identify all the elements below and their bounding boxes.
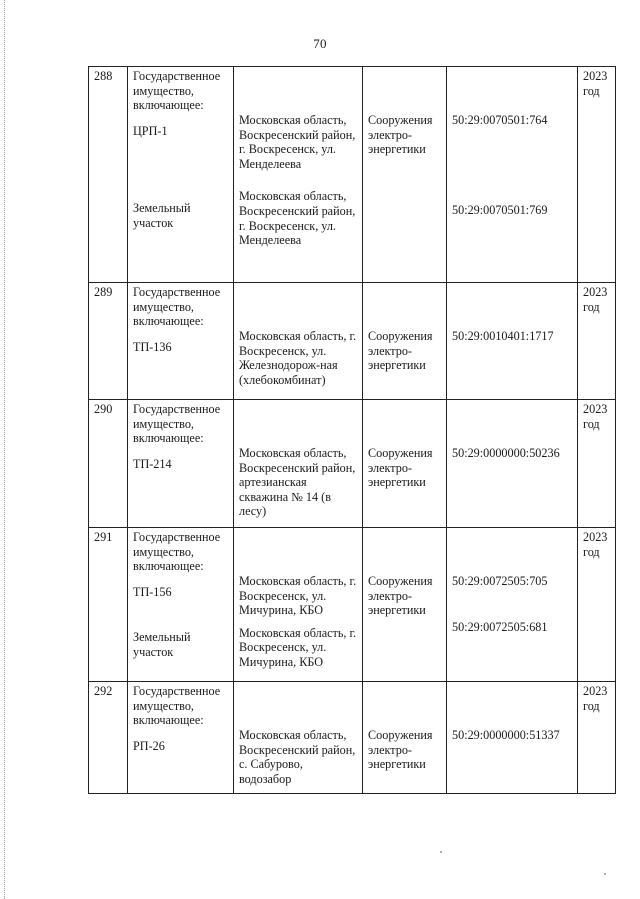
item-type: Сооружения электро-энергетики bbox=[368, 329, 433, 373]
group-header: Государственное имущество, включающее: bbox=[133, 285, 221, 329]
item-name: ТП-214 bbox=[133, 456, 172, 471]
item-type: Сооружения электро-энергетики bbox=[368, 113, 433, 157]
item-name: ЦРП-1 bbox=[133, 123, 168, 138]
name-cell bbox=[128, 528, 234, 682]
item-name: Земельный участок bbox=[133, 201, 191, 230]
item-cadastral: 50:29:0072505:681 bbox=[452, 619, 548, 634]
year-cell: 2023 год bbox=[578, 67, 616, 283]
page-number: 70 bbox=[313, 36, 327, 51]
table-row bbox=[89, 67, 616, 283]
year-cell: 2023 год bbox=[578, 528, 616, 682]
table-row bbox=[89, 400, 616, 528]
table-row bbox=[89, 283, 616, 400]
table-row bbox=[89, 528, 616, 682]
scan-speck bbox=[604, 873, 606, 875]
row-number: 290 bbox=[89, 400, 128, 528]
scan-speck bbox=[440, 851, 442, 853]
row-number: 288 bbox=[89, 67, 128, 283]
cadastral-cell bbox=[447, 528, 578, 682]
type-cell bbox=[363, 67, 447, 283]
type-cell bbox=[363, 283, 447, 400]
item-address: Московская область, Воскресенский район, артезианская скважина № 14 (в лесу) bbox=[239, 446, 356, 519]
name-cell bbox=[128, 400, 234, 528]
cadastral-cell bbox=[447, 400, 578, 528]
row-number: 289 bbox=[89, 283, 128, 400]
address-cell bbox=[234, 682, 363, 794]
name-cell bbox=[128, 682, 234, 794]
item-type: Сооружения электро-энергетики bbox=[368, 574, 433, 618]
item-address: Московская область, Воскресенский район, г. Воскресенск, ул. Менделеева bbox=[239, 189, 356, 248]
group-header: Государственное имущество, включающее: bbox=[133, 530, 221, 574]
item-name: ТП-156 bbox=[133, 584, 172, 599]
address-cell bbox=[234, 283, 363, 400]
item-name: Земельный участок bbox=[133, 630, 191, 659]
year-cell: 2023 год bbox=[578, 682, 616, 794]
type-cell bbox=[363, 682, 447, 794]
row-number: 292 bbox=[89, 682, 128, 794]
item-cadastral: 50:29:0000000:50236 bbox=[452, 446, 560, 460]
scan-edge-line bbox=[4, 0, 5, 899]
cadastral-cell bbox=[447, 67, 578, 283]
year-cell: 2023 год bbox=[578, 400, 616, 528]
name-cell bbox=[128, 283, 234, 400]
item-address: Московская область, г. Воскресенск, ул. Мичурина, КБО bbox=[239, 574, 357, 618]
item-type: Сооружения электро-энергетики bbox=[368, 728, 433, 772]
item-cadastral: 50:29:0010401:1717 bbox=[452, 329, 554, 343]
cadastral-cell bbox=[447, 682, 578, 794]
cadastral-cell bbox=[447, 283, 578, 400]
address-cell bbox=[234, 67, 363, 283]
row-number: 291 bbox=[89, 528, 128, 682]
item-address: Московская область, г. Воскресенск, ул. Железнодорож-ная (хлебокомбинат) bbox=[239, 329, 357, 387]
item-name: РП-26 bbox=[133, 738, 165, 753]
table-row bbox=[89, 682, 616, 794]
item-address: Московская область, г. Воскресенск, ул. Мичурина, КБО bbox=[239, 625, 357, 669]
item-type: Сооружения электро-энергетики bbox=[368, 446, 433, 490]
type-cell bbox=[363, 400, 447, 528]
item-cadastral: 50:29:0072505:705 bbox=[452, 574, 548, 588]
address-cell bbox=[234, 400, 363, 528]
item-cadastral: 50:29:0000000:51337 bbox=[452, 728, 560, 742]
item-cadastral: 50:29:0070501:769 bbox=[452, 202, 548, 217]
type-cell bbox=[363, 528, 447, 682]
group-header: Государственное имущество, включающее: bbox=[133, 684, 221, 728]
item-cadastral: 50:29:0070501:764 bbox=[452, 113, 548, 127]
group-header: Государственное имущество, включающее: bbox=[133, 69, 221, 113]
year-cell: 2023 год bbox=[578, 283, 616, 400]
item-address: Московская область, Воскресенский район, с. Сабурово, водозабор bbox=[239, 728, 356, 786]
group-header: Государственное имущество, включающее: bbox=[133, 402, 221, 446]
address-cell bbox=[234, 528, 363, 682]
property-registry-table bbox=[88, 66, 616, 794]
name-cell bbox=[128, 67, 234, 283]
item-address: Московская область, Воскресенский район, г. Воскресенск, ул. Менделеева bbox=[239, 113, 356, 171]
item-name: ТП-136 bbox=[133, 339, 172, 354]
